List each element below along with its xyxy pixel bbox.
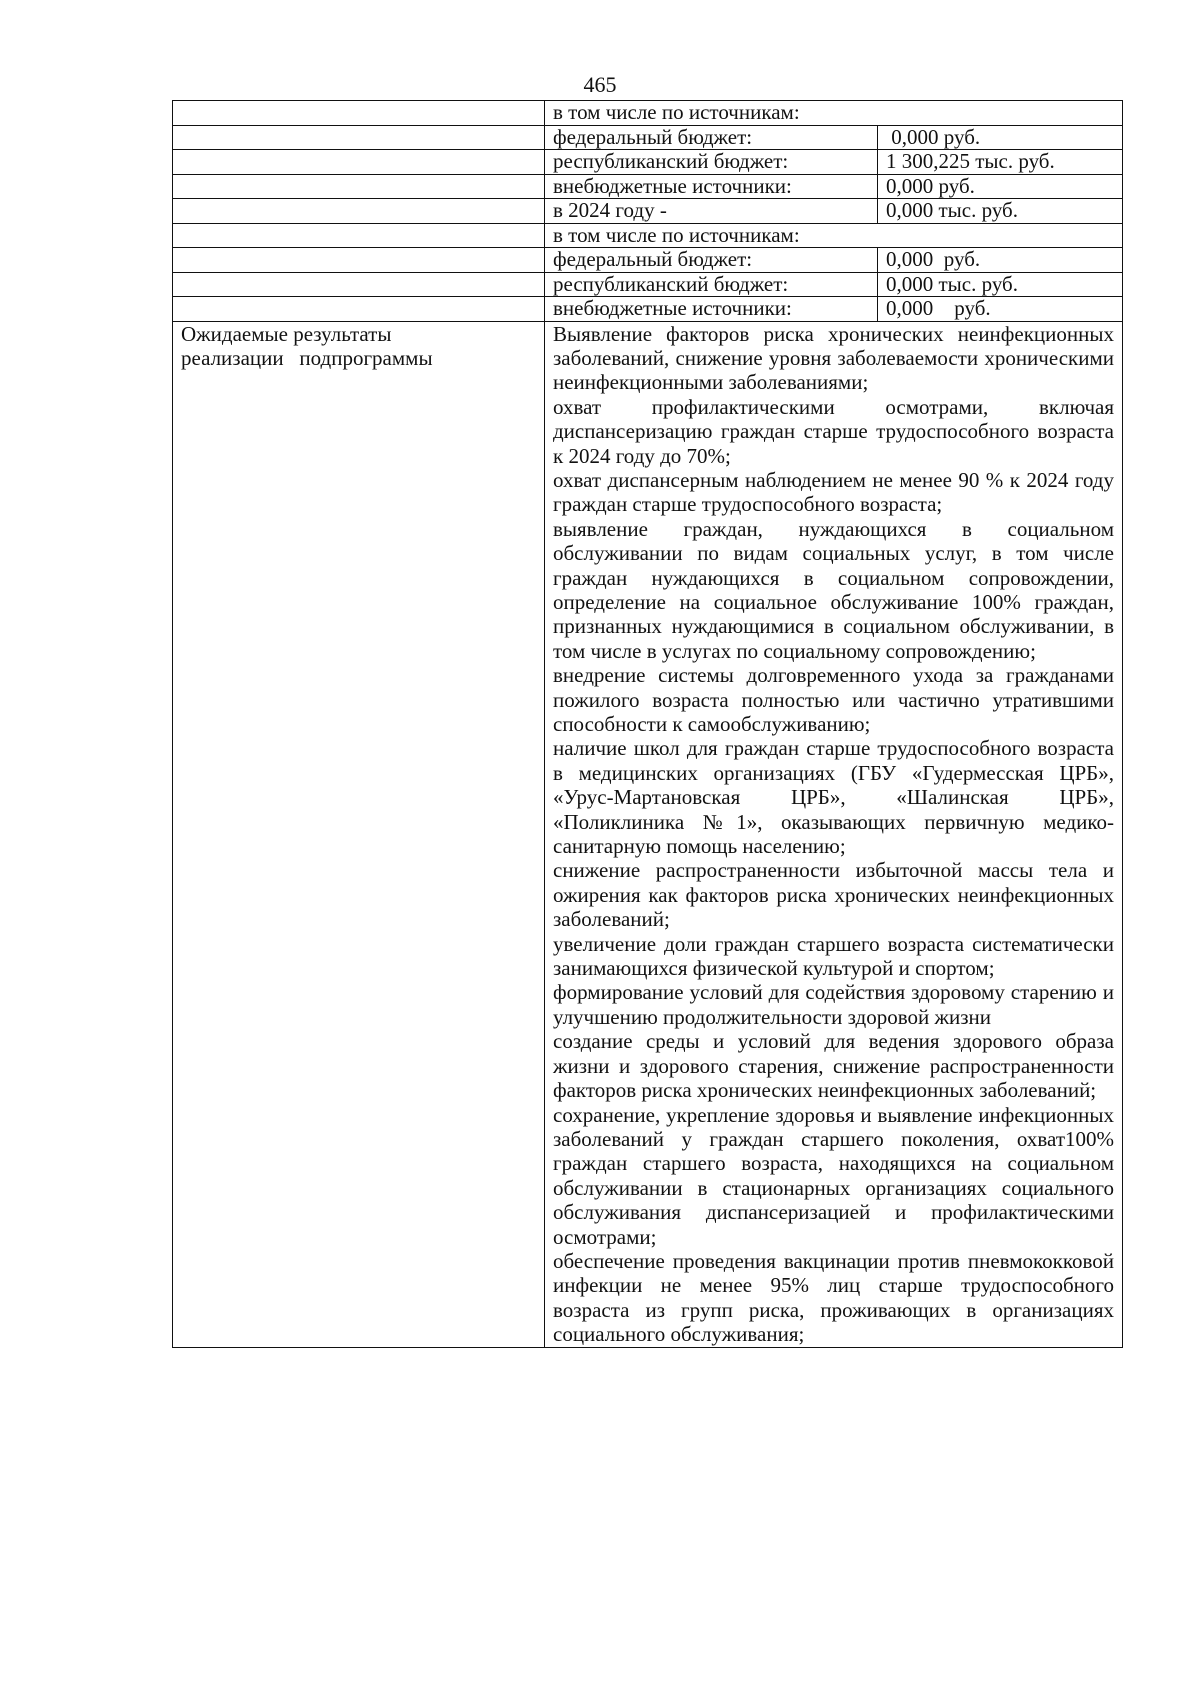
financing-row xyxy=(173,223,1123,248)
financing-source-label: внебюджетные источники: xyxy=(545,297,878,322)
empty-label-cell xyxy=(173,125,545,150)
results-label-cell xyxy=(173,321,545,1347)
empty-label-cell xyxy=(173,297,545,322)
program-table xyxy=(172,100,1123,1348)
financing-source-header: в том числе по источникам: xyxy=(545,101,1123,126)
results-label-line: реализации подпрограммы xyxy=(181,345,433,370)
empty-label-cell xyxy=(173,174,545,199)
financing-amount: 0,000 руб. xyxy=(878,297,1123,322)
results-text-cell xyxy=(545,321,1123,1347)
empty-label-cell xyxy=(173,150,545,175)
financing-amount: 1 300,225 тыс. руб. xyxy=(878,150,1123,175)
result-item: обеспечение проведения вакцинации против пневмококковой инфекции не менее 95% лиц старше трудоспособного возраста из групп риска, проживающих в организациях социального обслуживания; xyxy=(553,1248,1114,1347)
financing-row xyxy=(173,272,1123,297)
result-item: увеличение доли граждан старшего возраста систематически занимающихся физической культурой и спортом; xyxy=(553,931,1114,981)
page-number: 465 xyxy=(583,72,617,97)
empty-label-cell xyxy=(173,248,545,273)
results-label-line: Ожидаемые результаты xyxy=(181,321,392,346)
financing-year-label: в 2024 году - xyxy=(545,199,878,224)
result-item: внедрение системы долговременного ухода за гражданами пожилого возраста полностью или частично утратившими способности к самообслуживанию; xyxy=(553,663,1114,736)
empty-label-cell xyxy=(173,199,545,224)
financing-row xyxy=(173,248,1123,273)
financing-row xyxy=(173,150,1123,175)
financing-amount: 0,000 руб. xyxy=(878,248,1123,273)
financing-source-header: в том числе по источникам: xyxy=(545,223,1123,248)
financing-source-label: республиканский бюджет: xyxy=(545,272,878,297)
financing-source-label: федеральный бюджет: xyxy=(545,248,878,273)
financing-amount: 0,000 руб. xyxy=(878,174,1123,199)
financing-amount: 0,000 тыс. руб. xyxy=(878,272,1123,297)
financing-row xyxy=(173,199,1123,224)
empty-label-cell xyxy=(173,272,545,297)
result-item: охват диспансерным наблюдением не менее 90 % к 2024 году граждан старше трудоспособного возраста; xyxy=(553,467,1114,517)
result-item: выявление граждан, нуждающихся в социальном обслуживании по видам социальных услуг, в том числе граждан нуждающихся в социальном сопровождении, определение на социальное обслуживание 100% граждан, признанных нуждающимися в социальном обслуживании, в том числе в услугах по социальному сопровождению; xyxy=(553,516,1114,663)
financing-source-label: федеральный бюджет: xyxy=(545,125,878,150)
empty-label-cell xyxy=(173,101,545,126)
financing-row xyxy=(173,174,1123,199)
result-item: снижение распространенности избыточной массы тела и ожирения как факторов риска хронических неинфекционных заболеваний; xyxy=(553,858,1114,932)
financing-row xyxy=(173,101,1123,126)
results-row xyxy=(173,321,1123,1347)
financing-row xyxy=(173,125,1123,150)
financing-amount: 0,000 руб. xyxy=(878,125,1123,150)
financing-amount: 0,000 тыс. руб. xyxy=(878,199,1123,224)
financing-source-label: внебюджетные источники: xyxy=(545,174,878,199)
result-item: сохранение, укрепление здоровья и выявление инфекционных заболеваний у граждан старшего поколения, охват100% граждан старшего возраста, находящихся на социальном обслуживании в стационарных организациях социального обслуживания диспансеризацией и профилактическими осмотрами; xyxy=(553,1102,1114,1249)
result-item: наличие школ для граждан старше трудоспособного возраста в медицинских организациях (ГБУ «Гудермесская ЦРБ», «Урус-Мартановская ЦРБ», «Шалинская ЦРБ», «Поликлиника №1», оказывающих первичную медико-санитарную помощь населению; xyxy=(553,736,1114,859)
empty-label-cell xyxy=(173,223,545,248)
result-item: Выявление факторов риска хронических неинфекционных заболеваний, снижение уровня заболеваемости хроническими неинфекционными заболеваниями; xyxy=(553,321,1114,395)
financing-row xyxy=(173,297,1123,322)
result-item: формирование условий для содействия здоровому старению и улучшению продолжительности здоровой жизни xyxy=(553,980,1114,1029)
result-item: охват профилактическими осмотрами, включая диспансеризацию граждан старше трудоспособного возраста к 2024 году до 70%; xyxy=(553,394,1114,468)
financing-source-label: республиканский бюджет: xyxy=(545,150,878,175)
result-item: создание среды и условий для ведения здорового образа жизни и здорового старения, снижение распространенности факторов риска хронических неинфекционных заболеваний; xyxy=(553,1029,1114,1103)
